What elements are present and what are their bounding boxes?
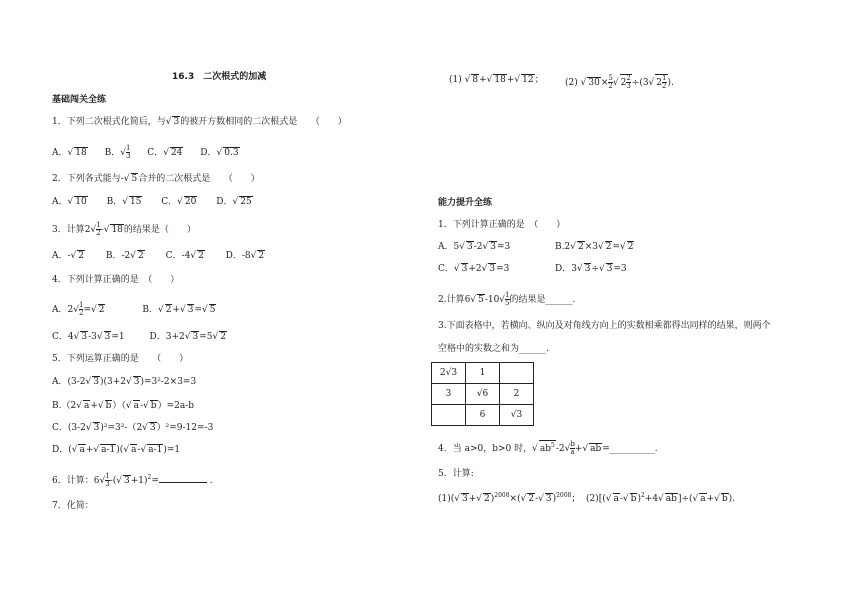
question-5: 5．下列运算正确的是 （ ） [52,354,189,364]
option-a: A．√ 18 [52,148,87,158]
option-b: B．√ 15 [106,197,142,207]
table-cell: 2√3 [432,363,466,384]
question-2-options [52,196,253,208]
option-d: D．√ 0.3 [200,148,239,158]
advanced-question-4: 4．当 a>0，b>0 时，√ $ab^5-2√$ $\frac{b}{a}$ +√ ab=__________. [438,440,658,456]
table-row [432,384,534,405]
question-7: 7．化简： [52,501,94,511]
question-3-options [52,250,265,262]
question-1: 1．下列二次根式化简后，与√ 3的被开方数相同的二次根式是 （ ） [52,117,347,127]
question-4-options-ab [52,302,216,317]
table-cell-blank[interactable] [432,405,466,426]
advanced-question-5-part-1: (1)(√ 3+√ 2)$^{2008}$×(√ 2-√ 3)$^{2008}$； [438,492,581,504]
question-7-part-1: (1) √ 8+√ 18+√ 12； [449,75,544,85]
advanced-question-2: 2.计算6√ 5-10√ $\frac{1}{5}$ 的结果是______. [438,291,576,307]
advanced-question-1-options-cd [438,263,627,275]
option-a: A．√ 10 [52,197,87,207]
table-cell: 3 [432,384,466,405]
answer-blank[interactable] [159,473,207,483]
option-d: D．3√ 3÷√ 3=3 [555,264,627,274]
question-1-options [52,145,240,160]
option-c: C．√ 20 [161,197,197,207]
option-c: C．√ 3+2√ 3=3 [438,264,510,274]
option-c: C．4√ 3-3√ 3=1 [52,332,125,342]
option-d: D．-8√ 2 [225,251,265,261]
question-4: 4．下列计算正确的是 （ ） [52,275,180,285]
table-cell: √3 [500,405,534,426]
option-b: B．√ $\frac{1}{3}$ [104,144,131,160]
question-5-option-a: A．(3-2√ 3)(3+2√ 3)=3²-2×3=3 [52,377,197,387]
advanced-question-3-line-2: 空格中的实数之和为______. [438,344,549,354]
option-a: A．2√ $\frac{1}{2}$ =√ 2 [52,301,105,317]
page-title: 16.3 二次根式的加减 [172,72,267,82]
table-cell-blank[interactable] [500,363,534,384]
option-b: B．√ 2+√ 3=√ 5 [142,305,216,315]
option-b: B.2√ 2×3√ 2=√ 2 [555,242,634,252]
question-5-option-c: C．(3-2√ 3)²=3²-（2√ 3）²=9-12=-3 [52,423,214,433]
question-5-option-d: D．(√ a+√ a-1)(√ a-√ a-1)=1 [52,445,181,455]
advanced-question-1-options-ab [438,241,634,253]
question-5-option-b: B.（2√ a+√ b）（√ a-√ b）=2a-b [52,401,194,411]
option-c: C．√ 24 [147,148,183,158]
advanced-question-3-line-1: 3.下面表格中，若横向、纵向及对角线方向上的实数相乘都得出同样的结果，则两个 [438,321,771,331]
option-a: A．-√ 2 [52,251,85,261]
option-a: A．5√ 3-2√ 3=3 [438,242,511,252]
section-heading-basic: 基础闯关全练 [52,95,107,105]
question-6: 6．计算：6√ $\frac{1}{3}$ -(√ 3+1)$^2$= . [52,472,213,488]
question-2: 2．下列各式能与-√ 5合并的二次根式是 （ ） [52,174,260,184]
option-d: D．√ 25 [216,197,252,207]
table-cell: √6 [466,384,500,405]
table-cell: 2 [500,384,534,405]
table-cell: 1 [466,363,500,384]
option-d: D．3+2√ 3=5√ 2 [149,332,226,342]
table-row [432,363,534,384]
question-7-part-2: (2) √ 30× $\frac{5}{2}$ √ 2 $\frac{2}{3}$ ÷(3√ 2 $\frac{1}{2}$ ). [565,74,674,90]
magic-square-table [431,362,534,426]
section-heading-advanced: 能力提升全练 [438,198,493,208]
option-c: C．-4√ 2 [165,251,204,261]
option-b: B．-2√ 2 [105,251,144,261]
advanced-question-5-part-2: (2)[(√ a-√ b)$^2$+4√ ab]÷(√ a+√ b). [586,492,736,504]
table-row [432,405,534,426]
table-cell: 6 [466,405,500,426]
question-1-stem: 1．下列二次根式化简后，与 [52,117,166,127]
question-3: 3．计算2√ $\frac{1}{2}$ -√ 18的结果是（ ） [52,221,196,237]
advanced-question-1: 1．下列计算正确的是 （ ） [438,220,566,230]
question-4-options-cd [52,331,227,343]
advanced-question-5: 5．计算: [438,469,474,479]
